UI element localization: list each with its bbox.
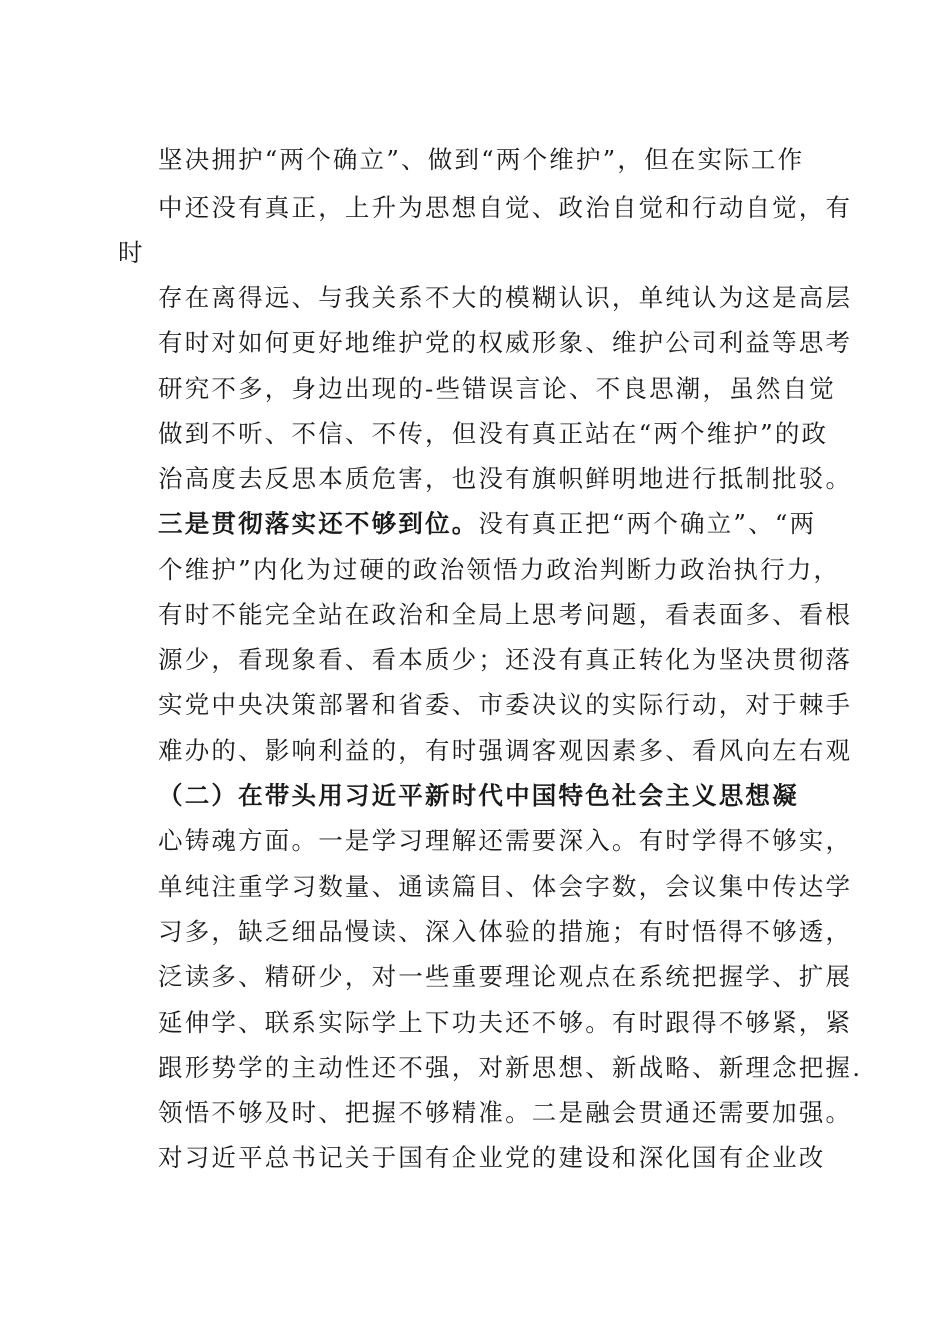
text-line-14: 难办的、影响利益的，有时强调客观因素多、看风向左右观 xyxy=(158,736,853,765)
text-line-2: 中还没有真正，上升为思想自觉、政治自觉和行动自觉，有 xyxy=(158,193,853,222)
section-lead-heading: 三是贯彻落实还不够到位。 xyxy=(158,509,479,538)
section-lead-body: 没有真正把“两个确立”、“两 xyxy=(478,509,817,538)
text-line-12: 源少，看现象看、看本质少；还没有真正转化为坚决贯彻落 xyxy=(158,645,853,674)
text-line-1: 坚决拥护“两个确立”、做到“两个维护”，但在实际工作 xyxy=(158,145,805,174)
text-line-7: 做到不听、不信、不传，但没有真正站在“两个维护”的政 xyxy=(158,419,829,448)
text-line-22: 领悟不够及时、把握不够精准。二是融会贯通还需要加强。 xyxy=(158,1098,853,1127)
text-line-5: 有时对如何更好地维护党的权威形象、维护公司利益等思考 xyxy=(158,328,853,357)
text-line-9 xyxy=(158,509,816,539)
text-line-11: 有时不能完全站在政治和全局上思考问题，看表面多、看根 xyxy=(158,600,853,629)
text-line-8: 治高度去反思本质危害，也没有旗帜鲜明地进行抵制批驳。 xyxy=(158,464,853,493)
text-line-21: 跟形势学的主动性还不强，对新思想、新战略、新理念把握. xyxy=(158,1053,863,1082)
text-line-23: 对习近平总书记关于国有企业党的建设和深化国有企业改 xyxy=(158,1143,826,1172)
text-line-19: 泛读多、精研少，对一些重要理论观点在系统把握学、扩展 xyxy=(158,962,853,991)
section-heading: （二）在带头用习近平新时代中国特色社会主义思想凝 xyxy=(158,781,799,810)
text-line-4: 存在离得远、与我关系不大的模糊认识，单纯认为这是高层 xyxy=(158,283,853,312)
text-line-6: 研究不多，身边出现的-些错误言论、不良思潮，虽然自觉 xyxy=(158,374,836,403)
text-line-17: 单纯注重学习数量、通读篇目、体会字数，会议集中传达学 xyxy=(158,872,853,901)
text-line-20: 延伸学、联系实际学上下功夫还不够。有时跟得不够紧，紧 xyxy=(158,1008,853,1037)
text-line-16: 心铸魂方面。一是学习理解还需要深入。有时学得不够实， xyxy=(158,826,853,855)
text-line-10: 个维护”内化为过硬的政治领悟力政治判断力政治执行力， xyxy=(158,555,841,584)
text-line-3: 时 xyxy=(118,238,145,267)
text-line-13: 实党中央决策部署和省委、市委决议的实际行动，对于棘手 xyxy=(158,690,853,719)
text-line-18: 习多，缺乏细品慢读、深入体验的措施；有时悟得不够透， xyxy=(158,917,853,946)
